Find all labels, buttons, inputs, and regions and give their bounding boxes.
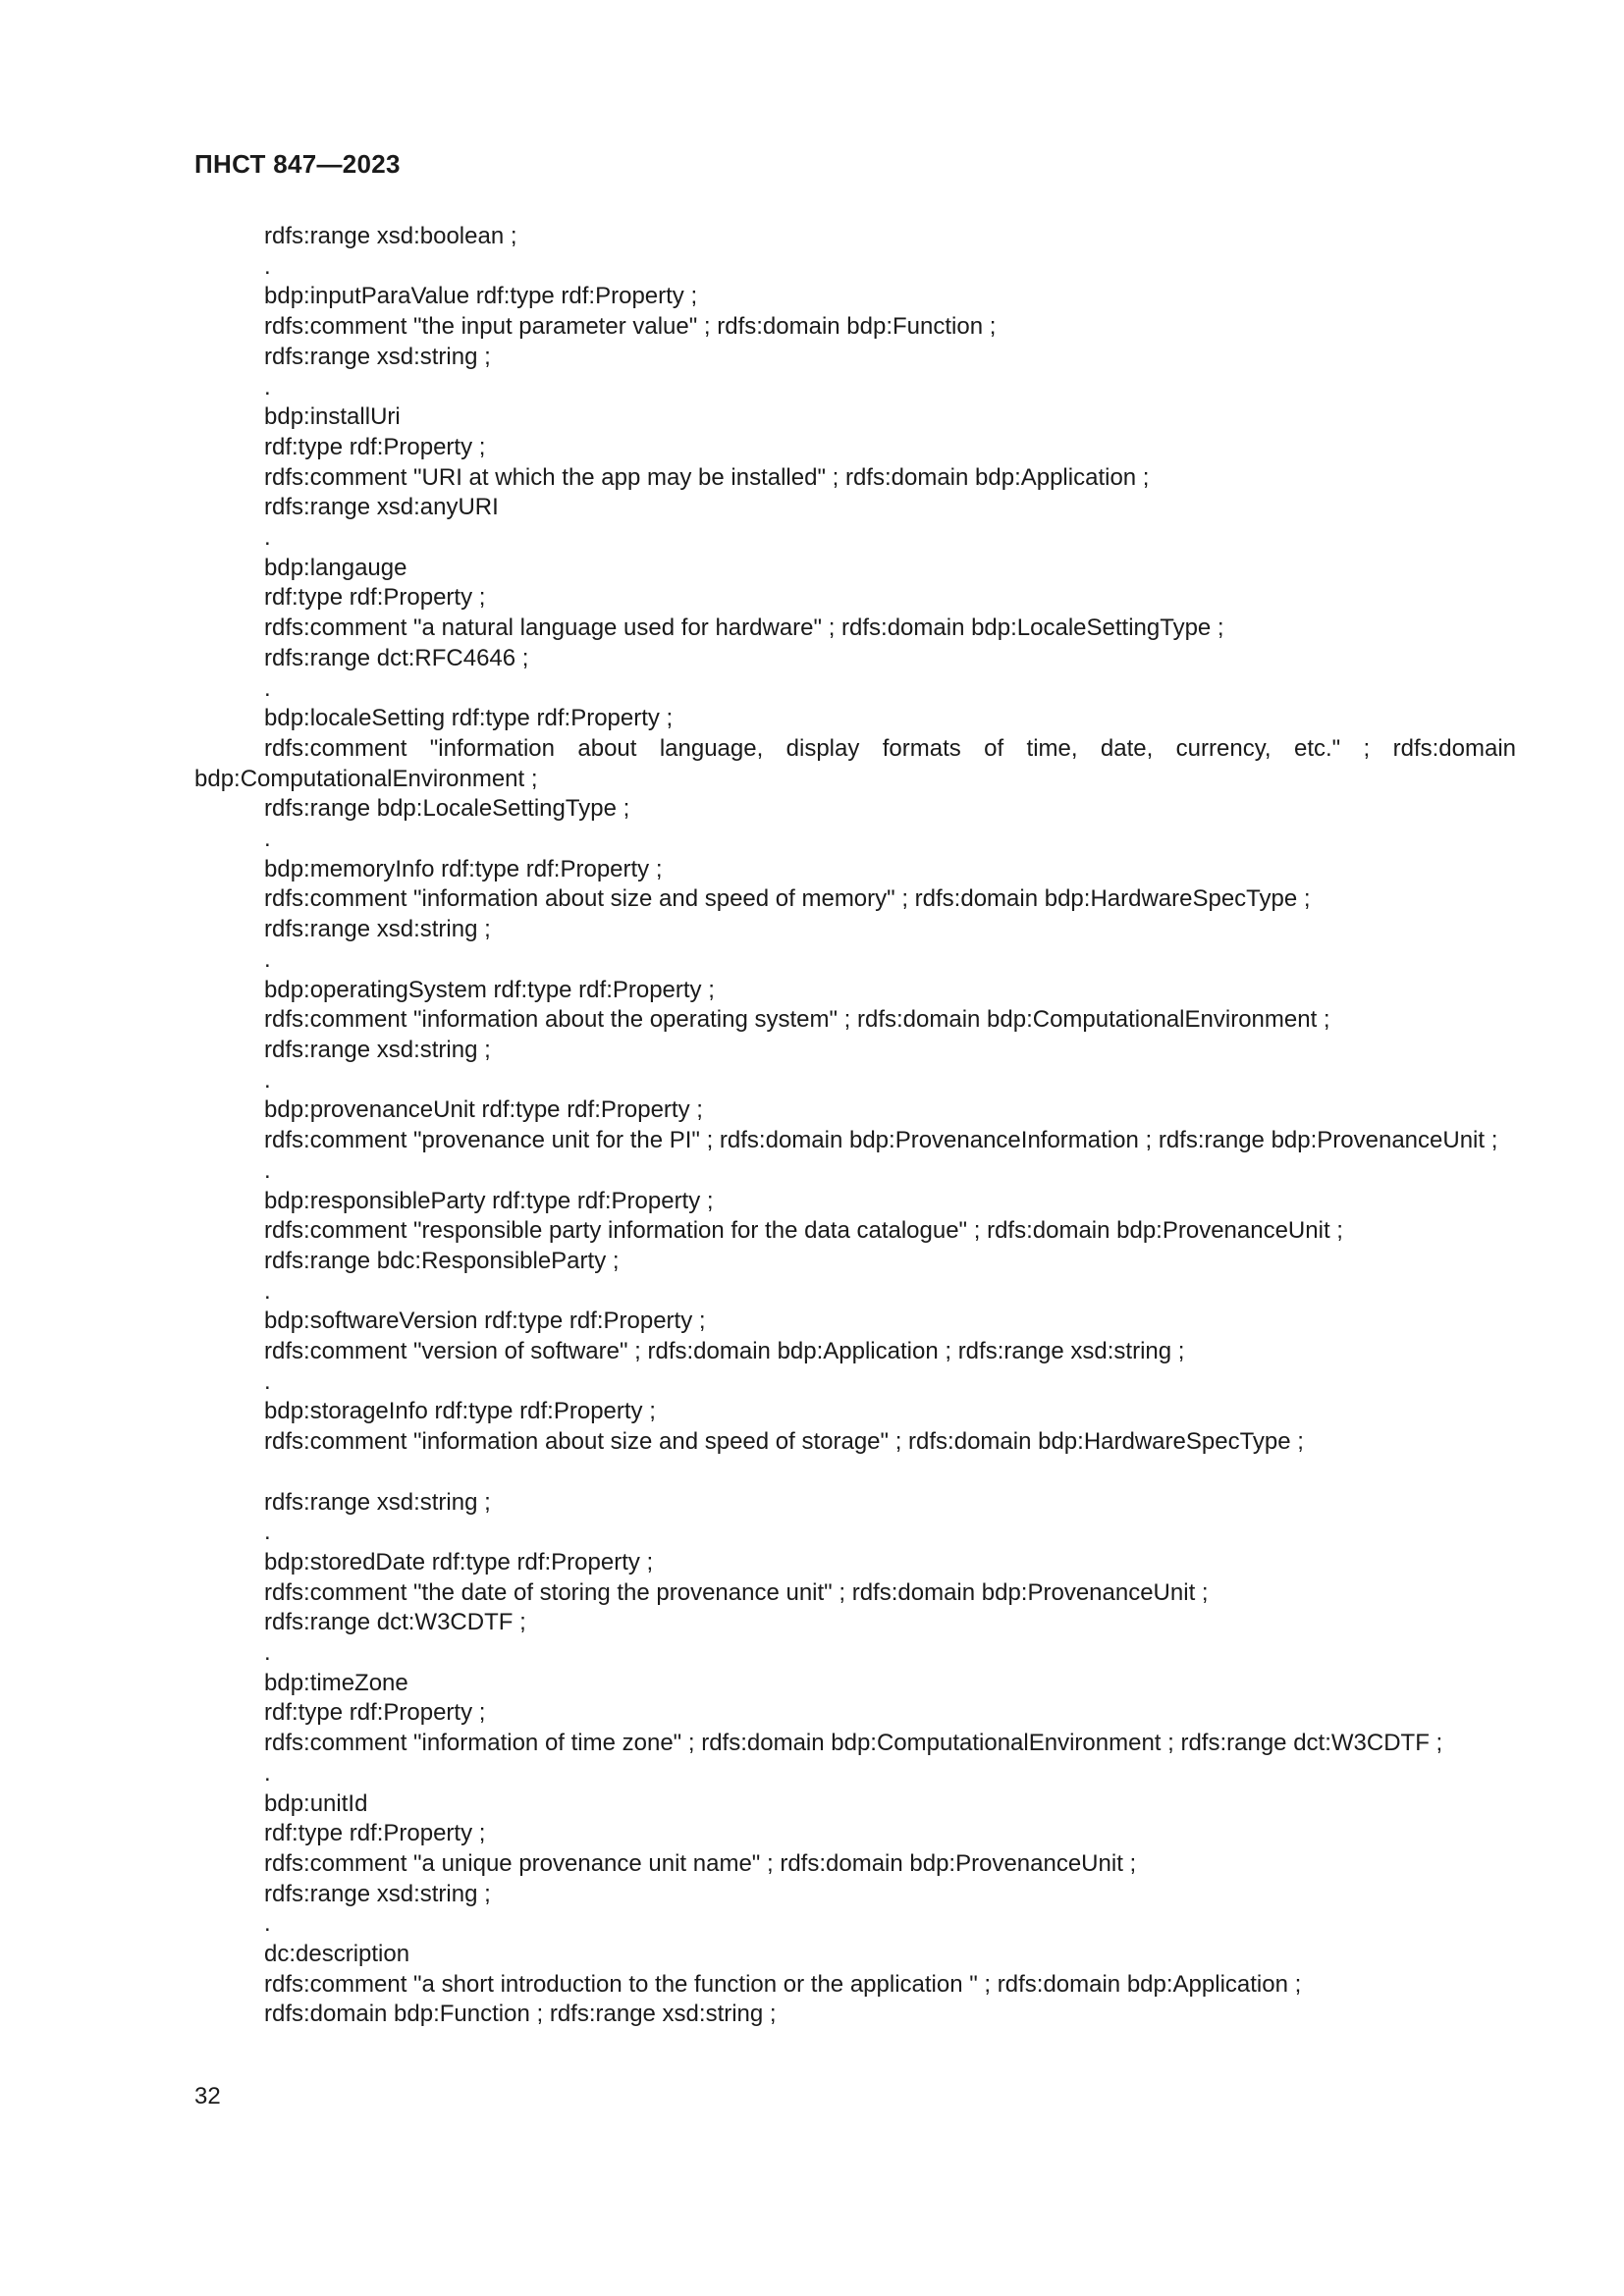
document-header: ПНСТ 847—2023 — [194, 149, 401, 179]
code-line: . — [264, 1519, 271, 1546]
code-line: rdfs:range xsd:string ; — [264, 916, 491, 943]
code-line: bdp:installUri — [264, 403, 401, 431]
code-line: . — [264, 1639, 271, 1667]
code-line: rdfs:comment "a natural language used for hardware" ; rdfs:domain bdp:LocaleSettingType ; — [264, 614, 1224, 642]
code-line: rdfs:range xsd:boolean ; — [264, 223, 517, 249]
code-line: rdfs:range xsd:anyURI — [264, 494, 499, 521]
code-line: rdfs:range dct:W3CDTF ; — [264, 1609, 526, 1636]
code-line: bdp:storedDate rdf:type rdf:Property ; — [264, 1548, 654, 1575]
code-line: rdfs:comment "responsible party information for the data catalogue" ; rdfs:domain bdp:ProvenanceUnit ; — [264, 1217, 1343, 1245]
code-line: rdfs:comment "provenance unit for the PI" ; rdfs:domain bdp:ProvenanceInformation ; rdfs:range bdp:ProvenanceUnit ; — [264, 1127, 1498, 1154]
blank-line — [194, 1458, 1516, 1488]
code-line: rdfs:comment "information about size and speed of storage" ; rdfs:domain bdp:HardwareSpecType ; — [264, 1428, 1304, 1456]
code-line: . — [264, 1156, 271, 1184]
code-line: bdp:memoryInfo rdf:type rdf:Property ; — [264, 855, 663, 882]
code-line: . — [264, 1910, 271, 1938]
code-line: . — [264, 252, 271, 280]
code-line: bdp:ComputationalEnvironment ; — [194, 765, 538, 792]
code-line: . — [264, 524, 271, 552]
code-line: rdfs:comment "information about the operating system" ; rdfs:domain bdp:ComputationalEnvironment ; — [264, 1006, 1330, 1034]
code-line: rdfs:comment "information of time zone" ; rdfs:domain bdp:ComputationalEnvironment ; rdfs:range dct:W3CDTF ; — [264, 1730, 1443, 1757]
code-line: rdfs:domain bdp:Function ; rdfs:range xsd:string ; — [264, 2001, 777, 2028]
code-line: . — [264, 1367, 271, 1395]
code-line: . — [264, 674, 271, 702]
code-line: rdfs:range dct:RFC4646 ; — [264, 644, 529, 671]
code-line: rdf:type rdf:Property ; — [264, 1820, 486, 1847]
code-line: rdfs:comment "information about language, display formats of time, date, currency, etc." ; rdfs:domain — [264, 734, 1516, 762]
code-line: rdfs:comment "the date of storing the provenance unit" ; rdfs:domain bdp:ProvenanceUnit ; — [264, 1578, 1209, 1606]
code-line: bdp:softwareVersion rdf:type rdf:Property ; — [264, 1308, 706, 1335]
code-line: rdfs:comment "a unique provenance unit name" ; rdfs:domain bdp:ProvenanceUnit ; — [264, 1849, 1137, 1877]
code-line: . — [264, 373, 271, 400]
code-line: bdp:unitId — [264, 1789, 368, 1817]
code-line: rdf:type rdf:Property ; — [264, 1699, 486, 1727]
code-line: . — [264, 826, 271, 853]
code-line: . — [264, 1759, 271, 1787]
code-line: bdp:provenanceUnit rdf:type rdf:Property ; — [264, 1096, 703, 1124]
code-line: rdf:type rdf:Property ; — [264, 433, 486, 460]
code-line: rdfs:comment "information about size and speed of memory" ; rdfs:domain bdp:HardwareSpecType ; — [264, 885, 1311, 913]
code-line: rdf:type rdf:Property ; — [264, 584, 486, 612]
code-line: . — [264, 945, 271, 973]
code-line: rdfs:comment "the input parameter value" ; rdfs:domain bdp:Function ; — [264, 313, 997, 341]
code-line: bdp:inputParaValue rdf:type rdf:Property ; — [264, 283, 698, 310]
code-line: bdp:storageInfo rdf:type rdf:Property ; — [264, 1398, 656, 1425]
code-line: . — [264, 1277, 271, 1305]
code-line: bdp:localeSetting rdf:type rdf:Property ; — [264, 705, 674, 732]
code-line: bdp:langauge — [264, 554, 407, 581]
code-line: rdfs:range xsd:string ; — [264, 343, 491, 370]
code-line: rdfs:comment "URI at which the app may be installed" ; rdfs:domain bdp:Application ; — [264, 463, 1150, 491]
code-line: rdfs:range xsd:string ; — [264, 1488, 491, 1516]
code-line: dc:description — [264, 1941, 410, 1968]
code-line: bdp:responsibleParty rdf:type rdf:Property ; — [264, 1187, 714, 1214]
code-line: . — [264, 1066, 271, 1094]
code-line: bdp:timeZone — [264, 1669, 408, 1696]
page-number: 32 — [194, 2083, 221, 2109]
code-line: rdfs:range xsd:string ; — [264, 1880, 491, 1907]
code-line: rdfs:comment "a short introduction to the function or the application " ; rdfs:domain bdp:Application ; — [264, 1970, 1302, 1998]
rdf-schema-listing — [194, 222, 1516, 2030]
code-line: rdfs:range bdc:ResponsibleParty ; — [264, 1247, 620, 1274]
code-line: rdfs:comment "version of software" ; rdfs:domain bdp:Application ; rdfs:range xsd:string ; — [264, 1338, 1185, 1365]
code-line: rdfs:range xsd:string ; — [264, 1036, 491, 1063]
code-line: bdp:operatingSystem rdf:type rdf:Property ; — [264, 976, 715, 1003]
code-line: rdfs:range bdp:LocaleSettingType ; — [264, 795, 630, 823]
